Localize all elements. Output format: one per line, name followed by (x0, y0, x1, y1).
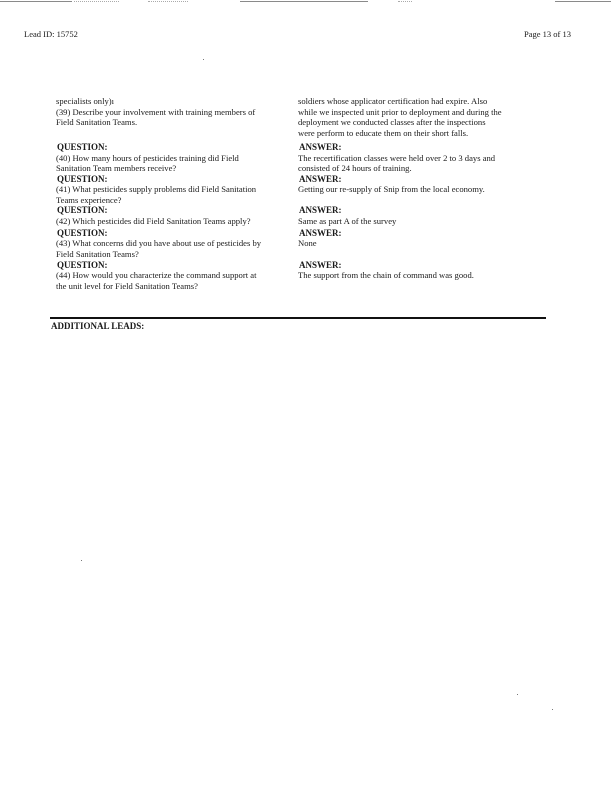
question-label: QUESTION: (57, 142, 108, 152)
continued-text: specialists only)ı (56, 96, 114, 106)
question-41-line: Teams experience? (56, 194, 122, 205)
scan-edge-line (555, 1, 611, 2)
scan-edge-line (74, 1, 119, 3)
scan-speck (552, 709, 553, 710)
continued-answer-line: were perform to educate them on their short falls. (298, 127, 469, 138)
lead-id: Lead ID: 15752 (24, 29, 78, 39)
question-43-line: (43) What concerns did you have about use of pesticides by (56, 238, 262, 248)
scan-speck (81, 560, 82, 561)
question-label: QUESTION: (57, 173, 108, 184)
answer-label: ANSWER: (299, 142, 342, 152)
answer-44-line: The support from the chain of command was good. (298, 270, 474, 280)
question-label: QUESTION: (57, 259, 108, 270)
question-40-line: Sanitation Team members receive? (56, 163, 177, 173)
section-divider (50, 317, 546, 319)
page-number: Page 13 of 13 (524, 29, 571, 39)
question-label: QUESTION: (57, 227, 108, 238)
question-44-line: the unit level for Field Sanitation Teams? (56, 280, 198, 291)
answer-41-line: Getting our re-supply of Snip from the local economy. (298, 184, 485, 194)
question-label: QUESTION: (57, 205, 108, 215)
answer-label: ANSWER: (299, 259, 342, 270)
answer-label: ANSWER: (299, 227, 342, 238)
answer-40-line: consisted of 24 hours of training. (298, 163, 412, 173)
question-39-line: Field Sanitation Teams. (56, 117, 138, 128)
continued-answer-line: soldiers whose applicator certification had expire. Also (298, 96, 488, 106)
scan-edge-line (240, 1, 368, 2)
scan-speck (203, 59, 204, 60)
question-43-line: Field Sanitation Teams? (56, 249, 139, 259)
additional-leads-heading: ADDITIONAL LEADS: (51, 321, 145, 331)
question-44-line: (44) How would you characterize the command support at (56, 270, 257, 280)
continued-answer-line: deployment we conducted classes after the inspections (298, 117, 486, 128)
answer-label: ANSWER: (299, 205, 342, 215)
answer-40-line: The recertification classes were held over 2 to 3 days and (298, 152, 496, 163)
question-39-line: (39) Describe your involvement with training members of (56, 106, 256, 117)
answer-42-line: Same as part A of the survey (298, 215, 397, 226)
answer-label: ANSWER: (299, 173, 342, 184)
scan-edge-line (398, 1, 412, 3)
question-40-line: (40) How many hours of pesticides training did Field (56, 152, 239, 163)
question-42-line: (42) Which pesticides did Field Sanitation Teams apply? (56, 215, 251, 226)
question-41-line: (41) What pesticides supply problems did Field Sanitation (56, 184, 257, 194)
continued-answer-line: while we inspected unit prior to deployment and during the (298, 106, 502, 117)
scan-edge-line (148, 1, 188, 3)
scan-edge-line (0, 1, 72, 2)
answer-43-line: None (298, 238, 317, 248)
scan-speck (517, 694, 518, 695)
